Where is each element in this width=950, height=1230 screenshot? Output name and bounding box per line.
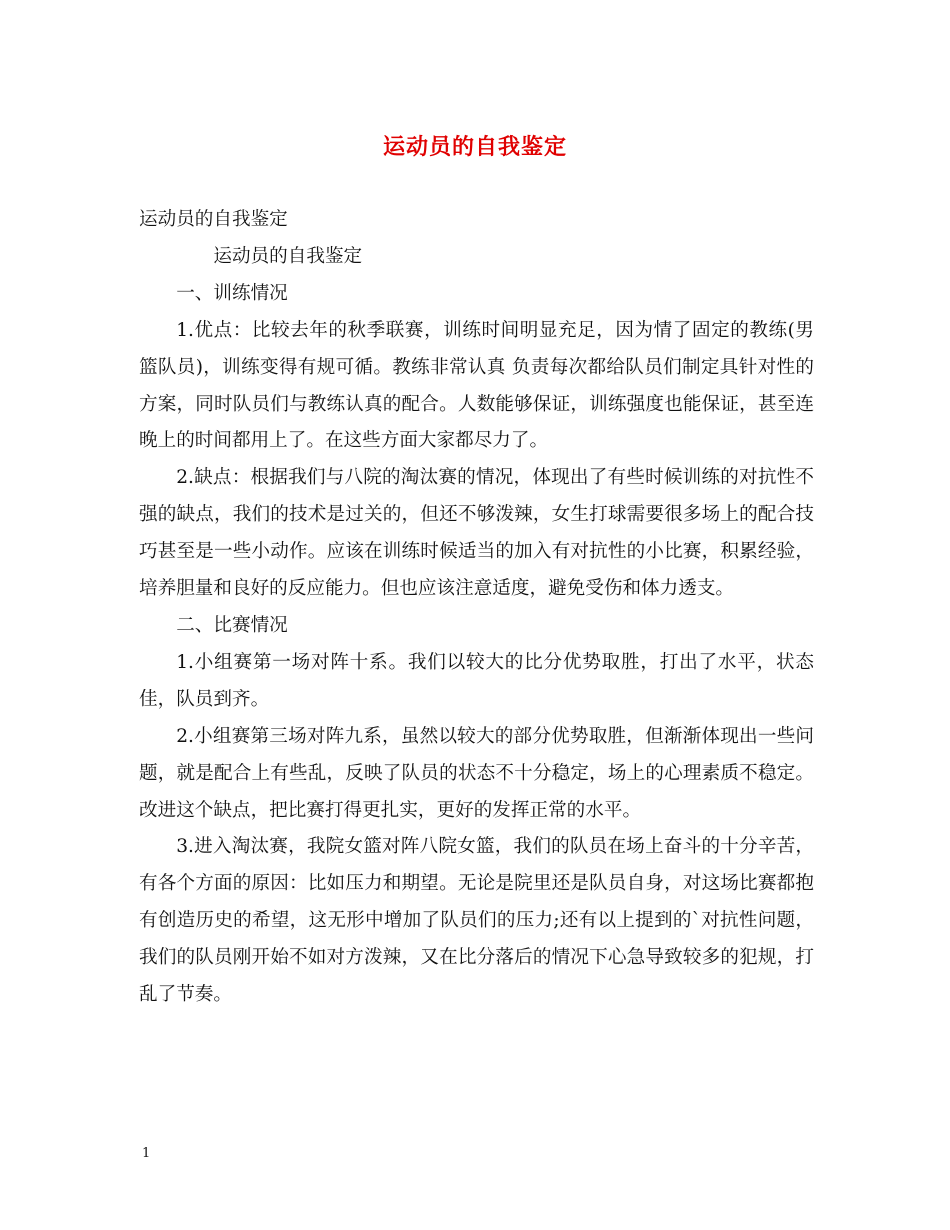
document-body — [139, 202, 814, 1014]
body-heading: 运动员的自我鉴定 — [139, 209, 288, 230]
section-heading-training: 一、训练情况 — [176, 282, 288, 304]
paragraph-match-2: 2.小组赛第三场对阵九系，虽然以较大的部分优势取胜，但渐渐体现出一些问题，就是配合上有些乱，反映了队员的状态不十分稳定，场上的心理素质不稳定。改进这个缺点，把比赛打得更扎实，更好的发挥正常的水平。 — [139, 725, 814, 821]
paragraph-training-shortcomings: 2.缺点：根据我们与八院的淘汰赛的情况，体现出了有些时候训练的对抗性不强的缺点，我们的技术是过关的，但还不够泼辣，女生打球需要很多场上的配合技巧甚至是一些小动作。应该在训练时候适当的加入有对抗性的小比赛，积累经验，培养胆量和良好的反应能力。但也应该注意适度，避免受伤和体力透支。 — [139, 467, 814, 600]
paragraph-training-advantages: 1.优点：比较去年的秋季联赛，训练时间明显充足，因为情了固定的教练(男篮队员)，训练变得有规可循。教练非常认真 负责每次都给队员们制定具针对性的方案，同时队员们与教练认真的配合。人数能够保证，训练强度也能保证，甚至连晚上的时间都用上了。在这些方面大家都尽力了。 — [139, 319, 814, 452]
document-title: 运动员的自我鉴定 — [382, 134, 567, 160]
paragraph-match-1: 1.小组赛第一场对阵十系。我们以较大的比分优势取胜，打出了水平，状态佳，队员到齐。 — [139, 651, 814, 710]
page-number: 1 — [142, 1146, 151, 1161]
body-subheading: 运动员的自我鉴定 — [213, 245, 363, 267]
section-heading-matches: 二、比赛情况 — [176, 614, 288, 636]
paragraph-match-3: 3.进入淘汰赛，我院女篮对阵八院女篮，我们的队员在场上奋斗的十分辛苦，有各个方面的原因：比如压力和期望。无论是院里还是队员自身，对这场比赛都抱有创造历史的希望，这无形中增加了队员们的压力;还有以上提到的`对抗性问题，我们的队员刚开始不如对方泼辣，又在比分落后的情况下心急导致较多的犯规，打乱了节奏。 — [139, 836, 814, 1006]
